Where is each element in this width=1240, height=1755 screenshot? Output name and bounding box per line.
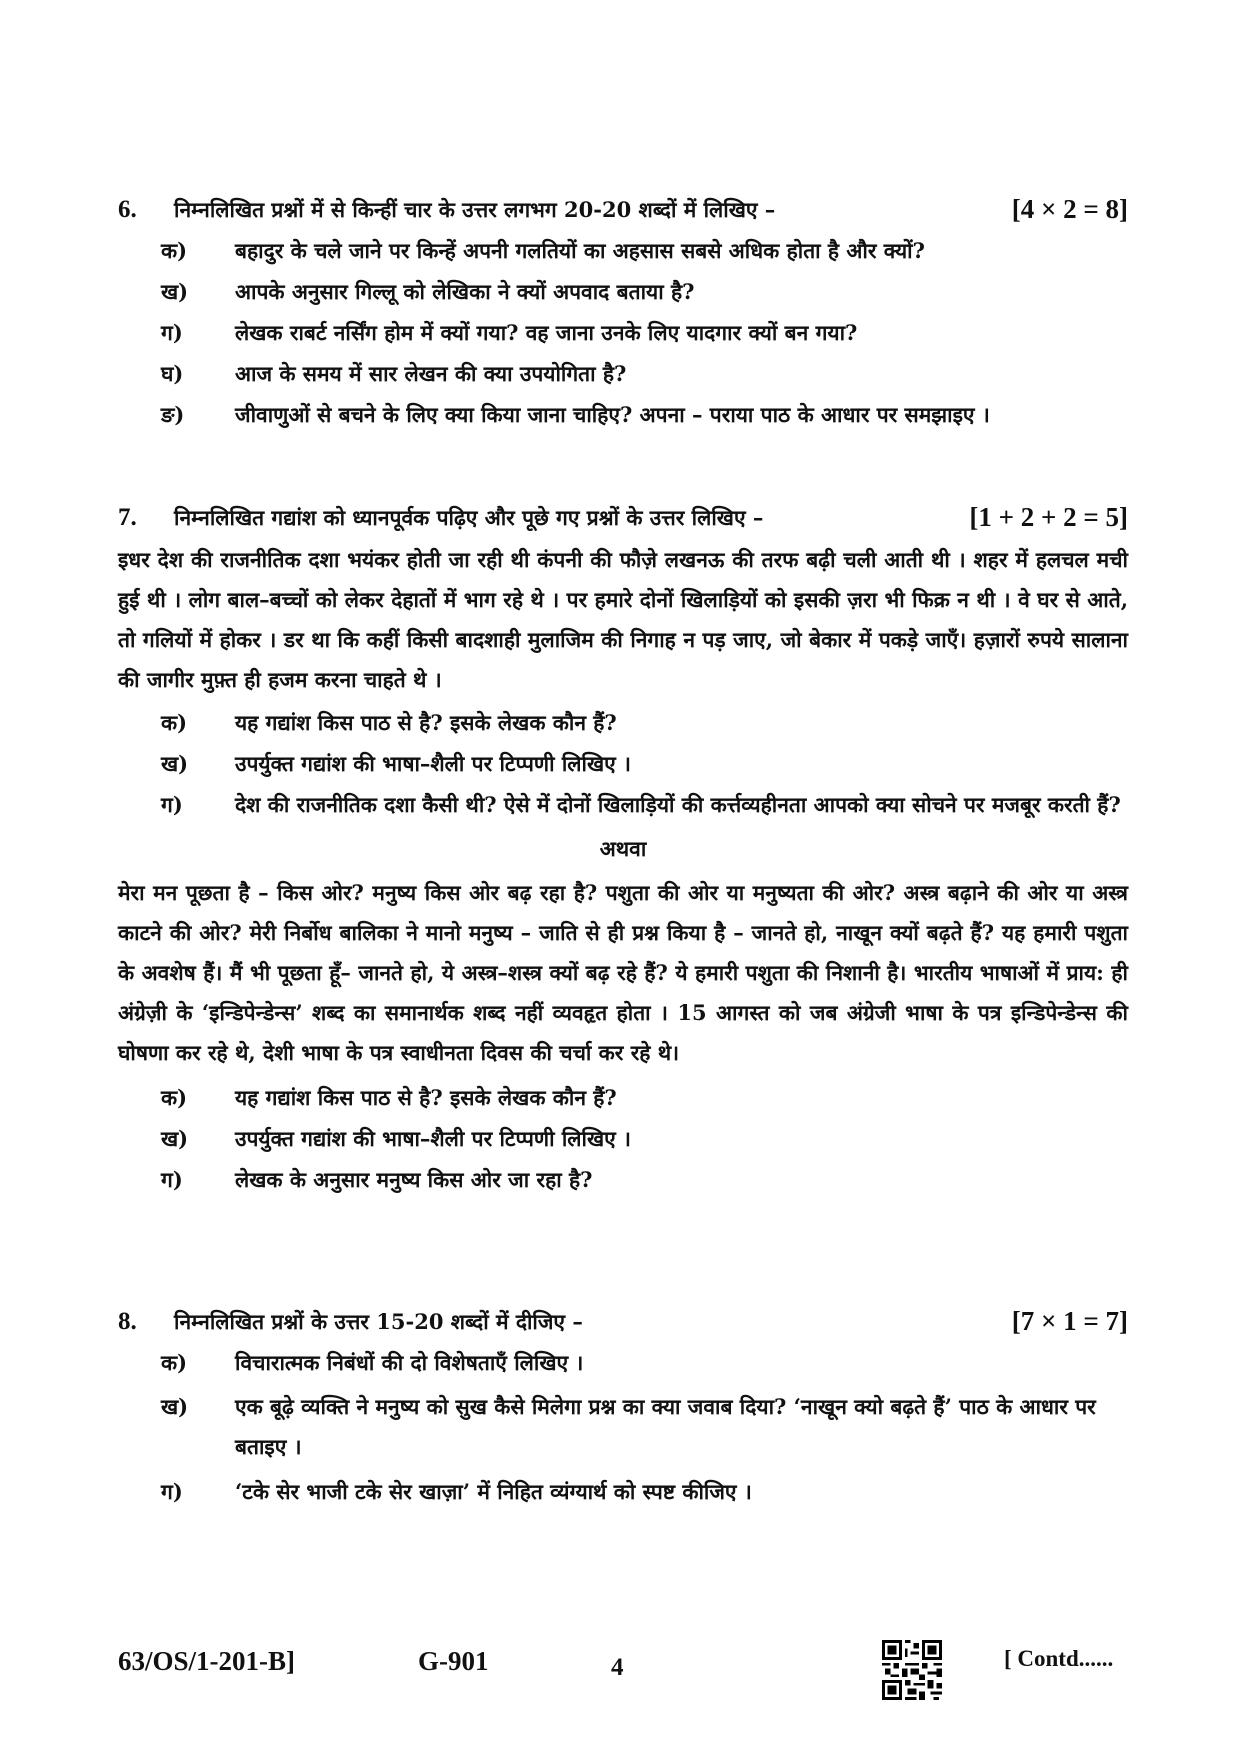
question-instruction: निम्नलिखित गद्यांश को ध्यानपूर्वक पढ़िए और पूछे गए प्रश्नों के उत्तर लिखिए – xyxy=(174,505,764,530)
sub-text: बहादुर के चले जाने पर किन्हें अपनी गलतियों का अहसास सबसे अधिक होता है और क्यों? xyxy=(235,238,925,263)
sub-text: लेखक राबर्ट नर्सिंग होम में क्यों गया? वह जाना उनके लिए यादगार क्यों बन गया? xyxy=(235,320,858,345)
sub-text: जीवाणुओं से बचने के लिए क्या किया जाना चाहिए? अपना – पराया पाठ के आधार पर समझाइए । xyxy=(235,402,990,427)
sub-text: आपके अनुसार गिल्लू को लेखिका ने क्यों अपवाद बताया है? xyxy=(235,279,695,304)
sub-question xyxy=(118,1387,1128,1467)
passage: इधर देश की राजनीतिक दशा भयंकर होती जा रही थी कंपनी की फौज़े लखनऊ की तरफ बढ़ी चली आती थी । शहर में हलचल मची हुई थी । लोग बाल–बच्चों को लेकर देहातों में भाग रहे थे । पर हमारे दोनों खिलाड़ियों को इसकी ज़रा भी फिक्र न थी । वे घर से आते, तो गलियों में होकर । डर था कि कहीं किसी बादशाही मुलाजिम की निगाह न पड़ जाए, जो बेकार में पकड़े जाएँ। हज़ारों रुपये सालाना की जागीर मुफ़्त ही हजम करना चाहते थे । xyxy=(118,547,1128,692)
sub-label: ग) xyxy=(161,1167,183,1192)
sub-question xyxy=(118,1475,1128,1508)
question-6-header xyxy=(118,190,1128,230)
sub-text: आज के समय में सार लेखन की क्या उपयोगिता है? xyxy=(235,361,627,386)
sub-label: क) xyxy=(161,238,188,263)
sub-label: ग) xyxy=(161,1479,183,1504)
qr-code-icon xyxy=(882,1640,942,1705)
question-marks: [1 + 2 + 2 = 5] xyxy=(969,502,1128,532)
sub-question xyxy=(118,1081,1128,1114)
question-number: 6. xyxy=(118,196,137,223)
sub-question xyxy=(118,1163,1128,1196)
sub-label: ख) xyxy=(161,1394,189,1419)
sub-label: ख) xyxy=(161,1126,189,1151)
sub-text: यह गद्यांश किस पाठ से है? इसके लेखक कौन हैं? xyxy=(235,1085,617,1110)
question-marks: [7 × 1 = 7] xyxy=(1011,1306,1128,1336)
sub-text: एक बूढ़े व्यक्ति ने मनुष्य को सुख कैसे मिलेगा प्रश्न का क्या जवाब दिया? ‘नाखून क्यो बढ़ते हैं’ पाठ के आधार पर बताइए । xyxy=(235,1394,1096,1459)
sub-label: क) xyxy=(161,1350,188,1375)
sub-text: यह गद्यांश किस पाठ से है? इसके लेखक कौन हैं? xyxy=(235,710,617,735)
continued-label: [ Contd...... xyxy=(1004,1646,1114,1671)
page-number: 4 xyxy=(611,1654,624,1681)
sub-label: ख) xyxy=(161,279,189,304)
sub-label: ग) xyxy=(161,320,183,345)
sub-question xyxy=(118,747,1128,780)
passage: मेरा मन पूछता है – किस ओर? मनुष्य किस ओर बढ़ रहा है? पशुता की ओर या मनुष्यता की ओर? अस्त्र बढ़ाने की ओर या अस्त्र काटने की ओर? मेरी निर्बोध बालिका ने मानो मनुष्य – जाति से ही प्रश्न किया है – जानते हो, नाखून क्यों बढ़ते हैं? यह हमारी पशुता के अवशेष हैं। मैं भी पूछता हूँ– जानते हो, ये अस्त्र–शस्त्र क्यों बढ़ रहे हैं? ये हमारी पशुता की निशानी है। भारतीय भाषाओं में प्राय: ही अंग्रेज़ी के ‘इन्डिपेन्डेन्स’ शब्द का समानार्थक शब्द नहीं व्यवहृत होता । 15 आगस्त को जब अंग्रेजी भाषा के पत्र इन्डिपेन्डेन्स की घोषणा कर रहे थे, देशी भाषा के पत्र स्वाधीनता दिवस की चर्चा कर रहे थे। xyxy=(118,880,1128,1065)
question-7 xyxy=(118,498,1128,1196)
sub-text: देश की राजनीतिक दशा कैसी थी? ऐसे में दोनों खिलाड़ियों की कर्त्तव्यहीनता आपको क्या सोचने पर मजबूर करती हैं? xyxy=(235,792,1121,817)
sub-question xyxy=(118,234,1128,267)
paper-code: 63/OS/1-201-B] xyxy=(118,1646,296,1676)
question-8 xyxy=(118,1302,1128,1508)
sub-question xyxy=(118,275,1128,308)
sub-text: ‘टके सेर भाजी टके सेर खाज़ा’ में निहित व्यंग्यार्थ को स्पष्ट कीजिए । xyxy=(235,1479,752,1504)
question-6 xyxy=(118,190,1128,431)
question-instruction: निम्नलिखित प्रश्नों में से किन्हीं चार के उत्तर लगभग 20-20 शब्दों में लिखिए – xyxy=(174,197,776,222)
series-code: G-901 xyxy=(418,1646,489,1676)
sub-question xyxy=(118,316,1128,349)
sub-label: घ) xyxy=(161,361,184,386)
sub-text: लेखक के अनुसार मनुष्य किस ओर जा रहा है? xyxy=(235,1167,593,1192)
sub-text: उपर्युक्त गद्यांश की भाषा–शैली पर टिप्पणी लिखिए । xyxy=(235,1126,632,1151)
question-instruction: निम्नलिखित प्रश्नों के उत्तर 15-20 शब्दों में दीजिए – xyxy=(174,1309,583,1334)
sub-question xyxy=(118,788,1128,821)
sub-question xyxy=(118,706,1128,739)
sub-question xyxy=(118,398,1128,431)
sub-label: क) xyxy=(161,710,188,735)
page-footer xyxy=(0,1640,1240,1700)
sub-question xyxy=(118,1346,1128,1379)
sub-label: ग) xyxy=(161,792,183,817)
question-marks: [4 × 2 = 8] xyxy=(1011,194,1128,224)
question-8-header xyxy=(118,1302,1128,1342)
question-number: 8. xyxy=(118,1308,137,1335)
sub-text: विचारात्मक निबंधों की दो विशेषताएँ लिखिए । xyxy=(235,1350,584,1375)
sub-label: ङ) xyxy=(161,402,185,427)
question-number: 7. xyxy=(118,504,137,531)
sub-text: उपर्युक्त गद्यांश की भाषा–शैली पर टिप्पणी लिखिए । xyxy=(235,751,632,776)
question-7-header xyxy=(118,498,1128,538)
sub-label: ख) xyxy=(161,751,189,776)
sub-question xyxy=(118,357,1128,390)
sub-label: क) xyxy=(161,1085,188,1110)
sub-question xyxy=(118,1122,1128,1155)
or-divider: अथवा xyxy=(599,836,647,861)
